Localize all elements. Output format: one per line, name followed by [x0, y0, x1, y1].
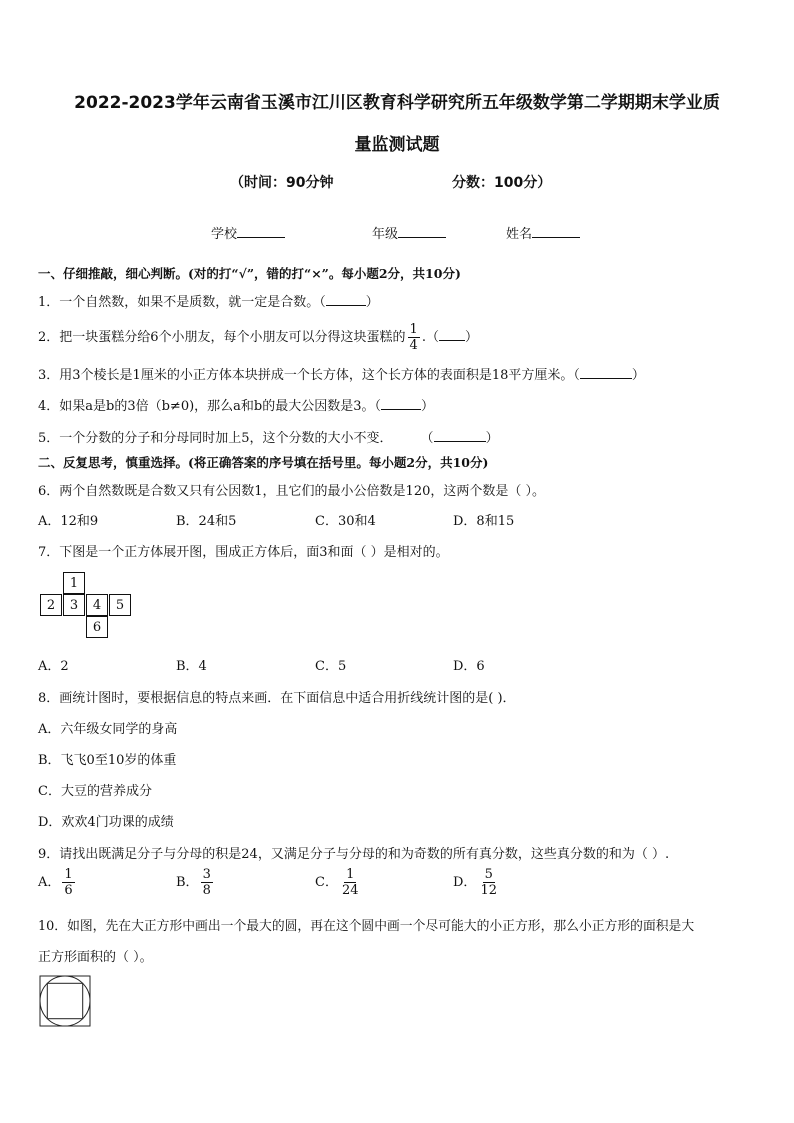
fraction-denominator: 8: [202, 883, 211, 898]
question-3-end: ）: [631, 368, 645, 383]
school-field: [211, 223, 285, 242]
grade-label: 年级: [372, 227, 399, 242]
option-fraction: [62, 867, 74, 898]
question-3-text: 3．用3个棱长是1厘米的小正方体本块拼成一个长方体，这个长方体的表面积是18平方厘米。（: [38, 368, 580, 383]
question-5: [38, 427, 499, 446]
fraction-denominator: 6: [64, 883, 73, 898]
option-fraction: [340, 867, 361, 898]
question-7-option-d[interactable]: D．6: [453, 659, 485, 674]
question-7-option-a[interactable]: A．2: [38, 659, 69, 674]
option-fraction: [201, 867, 213, 898]
question-1: [38, 291, 379, 310]
question-8-option-d[interactable]: D．欢欢4门功课的成绩: [38, 815, 174, 830]
question-4: [38, 395, 434, 414]
question-4-text: 4．如果a是b的3倍（b≠0)，那么a和b的最大公因数是3。（: [38, 399, 382, 414]
question-5-end: ）: [485, 431, 499, 446]
net-face-2: 2: [40, 594, 62, 616]
answer-blank-2[interactable]: [439, 328, 465, 341]
exam-time: （时间：90分钟: [230, 175, 334, 191]
answer-blank-3[interactable]: [580, 366, 632, 379]
question-6-option-a[interactable]: A．12和9: [38, 514, 99, 529]
net-face-4: 4: [86, 594, 108, 616]
question-10-line1: 10．如图，先在大正方形中画出一个最大的圆，再在这个圆中画一个尽可能大的小正方形，那么小正方形的面积是大: [38, 919, 695, 934]
question-1-end: ）: [365, 295, 379, 310]
question-7: 7．下图是一个正方体展开图，围成正方体后，面3和面（ ）是相对的。: [38, 545, 449, 560]
name-label: 姓名: [506, 227, 533, 242]
answer-blank-1[interactable]: [326, 293, 366, 306]
section1-heading: 一、仔细推敲，细心判断。(对的打“√”，错的打“×”。每小题2分，共10分): [38, 266, 461, 281]
exam-score: 分数：100分）: [452, 175, 552, 191]
page-title-line2: 量监测试题: [354, 135, 440, 155]
school-label: 学校: [211, 227, 238, 242]
question-8-option-b[interactable]: B．飞飞0至10岁的体重: [38, 753, 177, 768]
fraction-denominator: 12: [480, 883, 497, 898]
small-square: [47, 983, 82, 1018]
question-3: [38, 364, 645, 383]
question-6: 6．两个自然数既是合数又只有公因数1，且它们的最小公倍数是120，这两个数是（ ）。: [38, 484, 545, 499]
answer-blank-5[interactable]: [434, 429, 486, 442]
question-2: [38, 322, 478, 353]
fraction-numerator: 3: [202, 867, 211, 882]
cube-net-diagram: [40, 572, 132, 642]
question-6-option-c[interactable]: C．30和4: [315, 514, 376, 529]
fraction-numerator: 1: [409, 322, 418, 337]
page-title-line1: 2022-2023学年云南省玉溪市江川区教育科学研究所五年级数学第二学期期末学业质: [74, 93, 720, 113]
answer-blank-4[interactable]: [381, 397, 421, 410]
school-blank[interactable]: [237, 225, 285, 238]
grade-field: [372, 223, 446, 242]
fraction-numerator: 1: [64, 867, 73, 882]
question-5-open: （: [420, 431, 434, 446]
question-2-close: ）: [464, 330, 478, 345]
grade-blank[interactable]: [398, 225, 446, 238]
fraction-numerator: 5: [484, 867, 493, 882]
net-face-5: 5: [109, 594, 131, 616]
question-9-option-b[interactable]: [176, 867, 215, 898]
fraction-one-quarter: [408, 322, 420, 353]
question-8-option-a[interactable]: A．六年级女同学的身高: [38, 722, 178, 737]
question-9-option-d[interactable]: [453, 867, 501, 898]
name-field: [506, 223, 580, 242]
section2-heading: 二、反复思考，慎重选择。(将正确答案的序号填在括号里。每小题2分，共10分): [38, 455, 489, 470]
fraction-numerator: 1: [346, 867, 355, 882]
question-7-option-c[interactable]: C．5: [315, 659, 347, 674]
question-4-end: ）: [421, 399, 435, 414]
option-label: D．: [453, 875, 477, 890]
name-blank[interactable]: [532, 225, 580, 238]
question-8-option-c[interactable]: C．大豆的营养成分: [38, 784, 152, 799]
question-7-option-b[interactable]: B．4: [176, 659, 207, 674]
option-fraction: [478, 867, 499, 898]
question-9: 9．请找出既满足分子与分母的积是24，又满足分子与分母的和为奇数的所有真分数，这些真分数的和为（ ）.: [38, 847, 670, 862]
question-9-option-a[interactable]: [38, 867, 77, 898]
question-6-option-b[interactable]: B．24和5: [176, 514, 237, 529]
question-2-text: 2．把一块蛋糕分给6个小朋友，每个小朋友可以分得这块蛋糕的: [38, 330, 406, 345]
option-label: A．: [38, 875, 61, 890]
fraction-denominator: 24: [341, 883, 359, 898]
question-9-option-c[interactable]: [315, 867, 363, 898]
fraction-denominator: 4: [409, 338, 418, 353]
question-2-end: .（: [421, 330, 439, 345]
option-label: C．: [315, 875, 338, 890]
question-5-text: 5．一个分数的分子和分母同时加上5，这个分数的大小不变．: [38, 431, 393, 446]
option-label: B．: [176, 875, 199, 890]
question-6-option-d[interactable]: D．8和15: [453, 514, 515, 529]
square-circle-square-figure: [39, 975, 91, 1027]
question-1-text: 1．一个自然数，如果不是质数，就一定是合数。（: [38, 295, 326, 310]
net-face-1: 1: [63, 572, 85, 594]
question-10-line2: 正方形面积的（ ）。: [38, 950, 153, 965]
net-face-6: 6: [86, 616, 108, 638]
question-8: 8．画统计图时，要根据信息的特点来画．在下面信息中适合用折线统计图的是( )．: [38, 691, 516, 706]
net-face-3: 3: [63, 594, 85, 616]
